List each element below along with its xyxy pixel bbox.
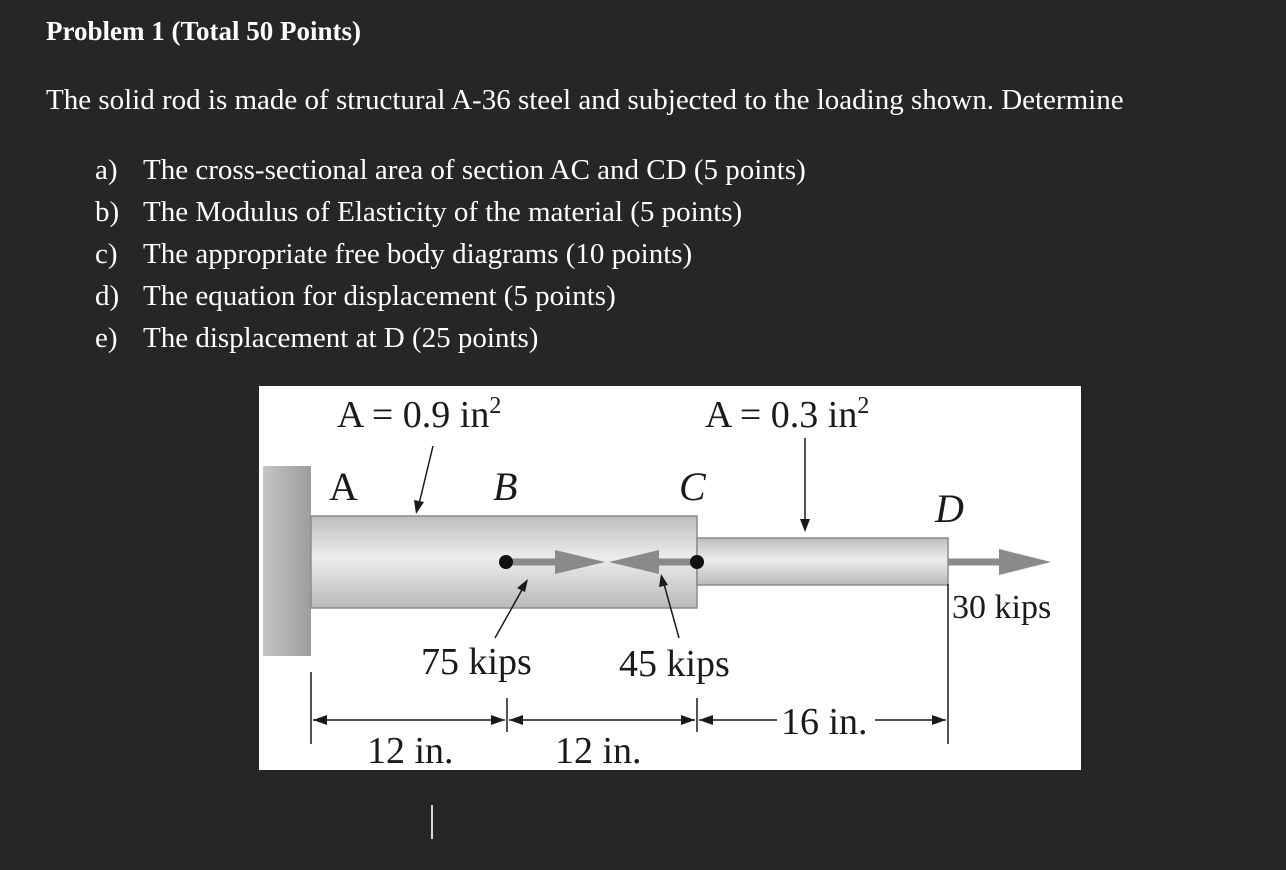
dimension-line-ab (313, 715, 505, 725)
point-label-c: C (679, 464, 706, 509)
fixed-support (263, 466, 311, 656)
load-label-c: 45 kips (619, 643, 730, 685)
question-text: The displacement at D (25 points) (143, 322, 539, 354)
question-label: b) (95, 196, 120, 228)
question-label: a) (95, 154, 118, 186)
text-cursor (431, 805, 433, 839)
point-label-a: A (329, 464, 358, 509)
dimension-line-bc (509, 715, 695, 725)
question-item (95, 317, 806, 359)
load-label-d: 30 kips (952, 589, 1052, 626)
point-label-b: B (493, 464, 518, 509)
question-text: The cross-sectional area of section AC and CD (5 points) (143, 154, 806, 186)
question-text: The equation for displacement (5 points) (143, 280, 616, 312)
question-item (95, 149, 806, 191)
question-label: c) (95, 238, 118, 270)
question-list (95, 149, 806, 359)
question-text: The Modulus of Elasticity of the material (5 points) (143, 196, 743, 228)
area-leader-ac (414, 446, 433, 514)
rod-segment-cd (697, 538, 948, 585)
problem-statement: The solid rod is made of structural A-36 steel and subjected to the loading shown. Determine (46, 84, 1124, 116)
problem-title: Problem 1 (Total 50 Points) (46, 16, 361, 46)
rod-diagram (259, 386, 1081, 770)
dimension-label-bc: 12 in. (555, 730, 642, 770)
question-item (95, 275, 806, 317)
question-label: d) (95, 280, 120, 312)
question-item (95, 233, 806, 275)
question-text: The appropriate free body diagrams (10 points) (143, 238, 693, 270)
rod-figure (259, 386, 1081, 770)
area-leader-cd (800, 438, 810, 532)
dimension-label-ab: 12 in. (367, 730, 454, 770)
question-label: e) (95, 322, 118, 354)
dimension-label-cd: 16 in. (781, 701, 868, 743)
area-label-cd: A = 0.3 $in^2$ (705, 393, 870, 436)
load-arrow-d (948, 549, 1051, 575)
area-label-ac: A = 0.9 $in^2$ (337, 393, 502, 436)
question-item (95, 191, 806, 233)
load-label-b: 75 kips (421, 641, 532, 683)
point-label-d: D (935, 486, 964, 531)
